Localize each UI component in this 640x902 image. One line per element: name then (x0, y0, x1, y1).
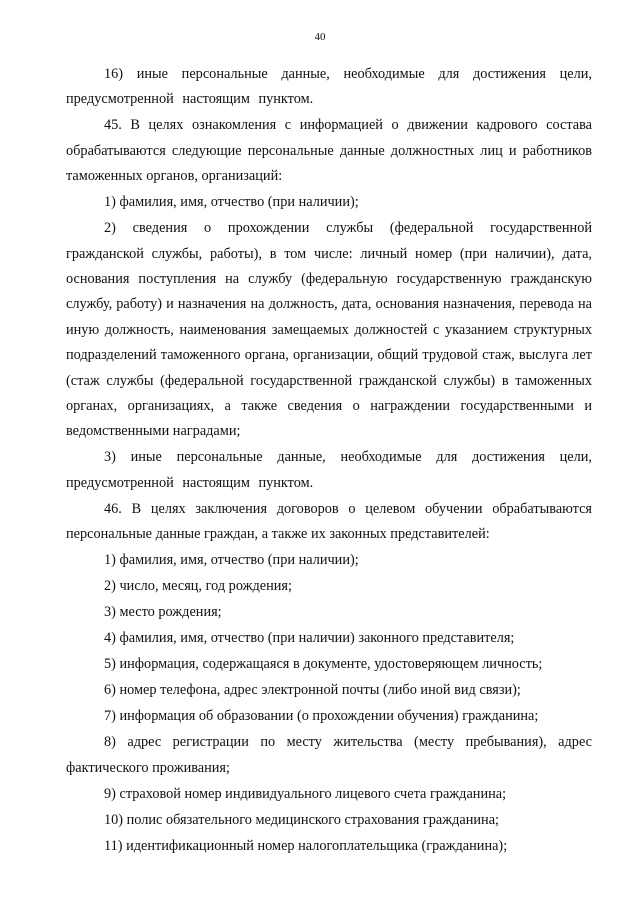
paragraph-item-1-fio: 1) фамилия, имя, отчество (при наличии); (104, 194, 359, 211)
paragraph-item-9-snils: 9) страховой номер индивидуального лицевого счета гражданина; (104, 785, 507, 802)
paragraph-item-7-education: 7) информация об образовании (о прохождении обучения) гражданина; (104, 708, 539, 725)
page-number: 40 (314, 31, 326, 43)
paragraph-item-10-medical-policy: 10) полис обязательного медицинского страхования гражданина; (104, 811, 500, 828)
paragraph-item-2-birth-date: 2) число, месяц, год рождения; (104, 578, 292, 595)
paragraph-item-6-contacts: 6) номер телефона, адрес электронной почты (либо иной вид связи); (104, 682, 521, 699)
paragraph-item-8-address: 8) адрес регистрации по месту жительства (месту пребывания), адрес фактического проживания; (66, 734, 592, 776)
paragraph-item-3-birth-place: 3) место рождения; (104, 604, 222, 621)
paragraph-item-16: 16) иные персональные данные, необходимые для достижения цели, предусмотренной настоящим пунктом. (66, 66, 592, 108)
paragraph-section-46: 46. В целях заключения договоров о целевом обучении обрабатываются персональные данные граждан, а также их законных представителей: (66, 500, 592, 543)
paragraph-item-5-id-document: 5) информация, содержащаяся в документе, удостоверяющем личность; (104, 656, 543, 673)
paragraph-item-3-other-data: 3) иные персональные данные, необходимые для достижения цели, предусмотренной настоящим пунктом. (66, 449, 592, 491)
paragraph-item-2-service-info: 2) сведения о прохождении службы (федеральной государственной гражданской службы, работы), в том числе: личный номер (при наличии), дата, основания поступления на службу (федеральную государственную гражданскую службу, работу) и назначения на должность, дата, основания назначения, перевода на иную должность, наименования замещаемых должностей с указанием структурных подразделений таможенного органа, организации, общий трудовой стаж, выслуга лет (стаж службы (федеральной государственной гражданской службы) в таможенных органах, организациях, а также сведения о награждении государственными и ведомственными наградами; (66, 220, 592, 440)
paragraph-item-4-representative: 4) фамилия, имя, отчество (при наличии) законного представителя; (104, 630, 515, 647)
paragraph-item-1-fio-citizen: 1) фамилия, имя, отчество (при наличии); (104, 552, 359, 569)
document-body (66, 62, 592, 859)
paragraph-item-11-inn: 11) идентификационный номер налогоплательщика (гражданина); (104, 837, 508, 854)
paragraph-section-45: 45. В целях ознакомления с информацией о движении кадрового состава обрабатываются следующие персональные данные должностных лиц и работников таможенных органов, организаций: (66, 117, 592, 185)
